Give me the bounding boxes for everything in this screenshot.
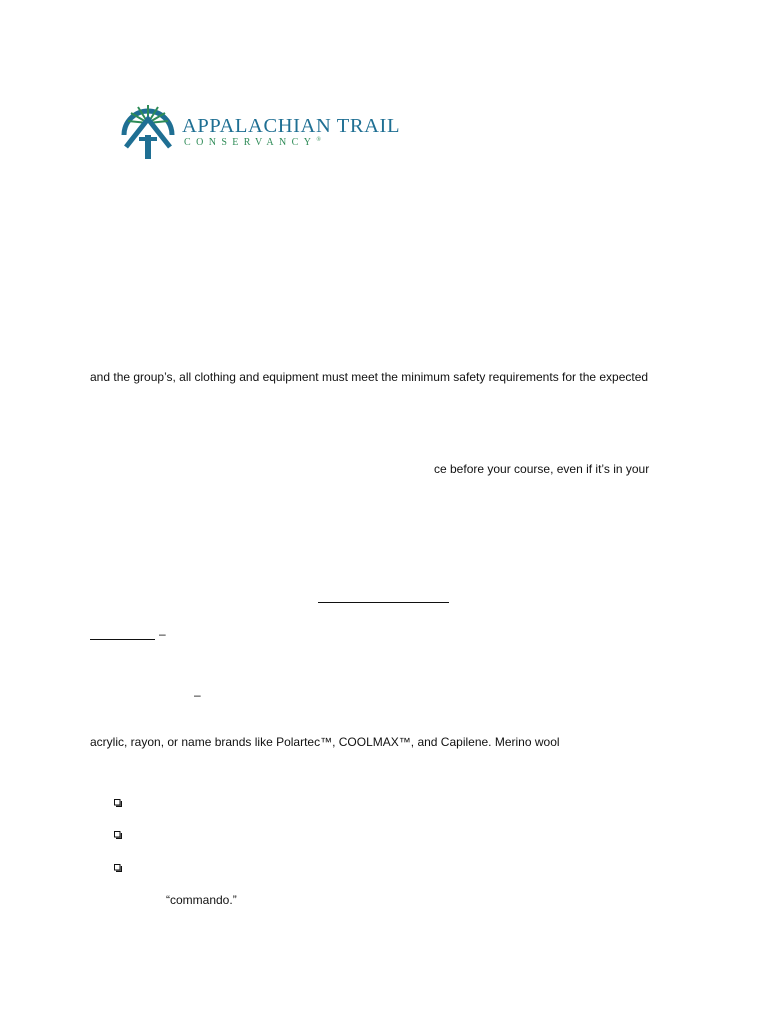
checkbox-icon[interactable] — [114, 831, 122, 839]
logo-subtitle — [184, 137, 321, 148]
body-text-line: “commando.” — [166, 893, 237, 907]
checkbox-icon[interactable] — [114, 799, 122, 807]
body-text-line: and the group’s, all clothing and equipment must meet the minimum safety requirements for the expected — [90, 370, 649, 384]
logo-title: APPALACHIAN TRAIL — [182, 115, 401, 137]
logo-subtitle-text: CONSERVANCY — [184, 137, 317, 148]
atc-logo — [118, 97, 408, 159]
registered-mark: ® — [316, 137, 321, 143]
body-text-line: ce before your course, even if it’s in your — [434, 462, 650, 476]
underline-rule — [318, 602, 449, 603]
dash-mark: – — [159, 627, 166, 641]
underline-rule — [90, 639, 155, 640]
dash-mark: – — [194, 688, 201, 702]
checkbox-icon[interactable] — [114, 864, 122, 872]
trail-logo-icon — [118, 97, 178, 159]
body-text-line: acrylic, rayon, or name brands like Polartec™, COOLMAX™, and Capilene. Merino wool — [90, 735, 560, 749]
